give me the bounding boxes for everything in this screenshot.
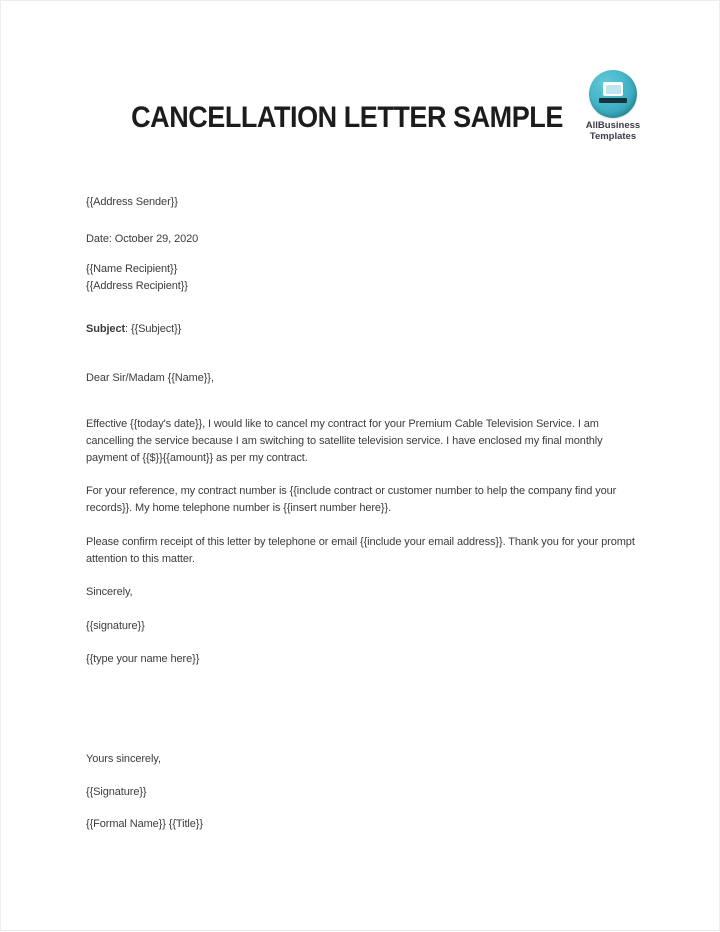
paragraph-cancellation-notice: Effective {{today's date}}, I would like to cancel my contract for your Premium Cable Television Service. I am cancelling the service because I am switching to satellite television service. I have enclosed my final monthly payment of {{$}}{{amount}} as per my contract. [86,418,603,464]
closing-yours-sincerely: Yours sincerely, [86,753,161,765]
paragraph-confirmation-request: Please confirm receipt of this letter by telephone or email {{include your email address}}. Thank you for your prompt attention to this matter. [86,536,635,565]
address-recipient-placeholder: {{Address Recipient}} [86,280,188,292]
typed-name-placeholder: {{type your name here}} [86,653,200,665]
name-recipient-placeholder: {{Name Recipient}} [86,263,178,275]
brand-name-line1: AllBusiness [585,120,641,131]
signature-placeholder-2: {{Signature}} [86,786,147,798]
salutation: Dear Sir/Madam {{Name}}, [86,372,214,384]
subject-label: Subject [86,323,126,335]
signature-placeholder: {{signature}} [86,620,145,632]
letter-body [86,1,638,932]
recipient-block [86,261,638,295]
date-line: Date: October 29, 2020 [86,233,199,245]
document-title: CANCELLATION LETTER SAMPLE [131,101,563,134]
paragraph-reference-info: For your reference, my contract number is {{include contract or customer number to help the company find your records}}. My home telephone number is {{insert number here}}. [86,485,617,514]
subject-line [86,321,638,338]
subject-placeholder: : {{Subject}} [125,323,182,335]
formal-name-title-placeholder: {{Formal Name}} {{Title}} [86,818,203,830]
address-sender-placeholder: {{Address Sender}} [86,196,178,208]
brand-name-line2: Templates [589,131,637,142]
closing-sincerely: Sincerely, [86,586,133,598]
